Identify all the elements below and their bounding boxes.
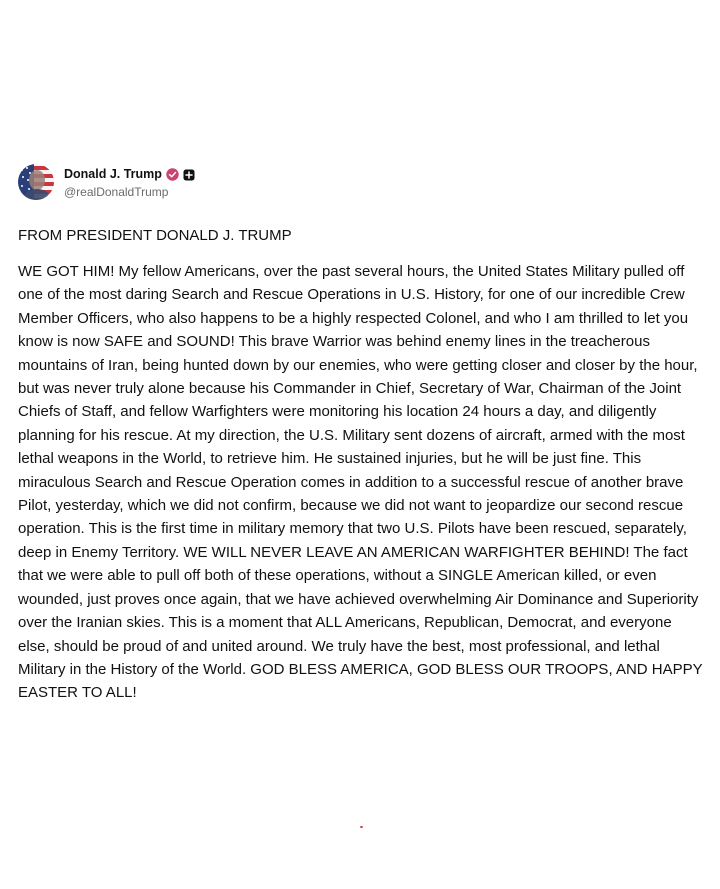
avatar[interactable]: [18, 164, 54, 200]
author-display-name[interactable]: Donald J. Trump: [64, 167, 162, 181]
flag-portrait-avatar-icon: [18, 164, 54, 200]
post-body: WE GOT HIM! My fellow Americans, over the past several hours, the United States Military pulled off one of the most daring Search and Rescue Operations in U.S. History, for one of our incredible Crew Member Officers, who also happens to be a highly respected Colonel, and who I am thrilled to let you know is now SAFE and SOUND! This brave Warrior was behind enemy lines in the treacherous mountains of Iran, being hunted down by our enemies, who were getting closer and closer by the hour, but was never truly alone because his Commander in Chief, Secretary of War, Chairman of the Joint Chiefs of Staff, and fellow Warfighters were monitoring his location 24 hours a day, and diligently planning for his rescue. At my direction, the U.S. Military sent dozens of aircraft, armed with the most lethal weapons in the World, to retrieve him. He sustained injuries, but he will be just fine. This miraculous Search and Rescue Operation comes in addition to a successful rescue of another brave Pilot, yesterday, which we did not confirm, because we did not want to jeopardize our second rescue operation. This is the first time in military memory that two U.S. Pilots have been rescued, separately, deep in Enemy Territory. WE WILL NEVER LEAVE AN AMERICAN WARFIGHTER BEHIND! The fact that we were able to pull off both of these operations, without a SINGLE American killed, or even wounded, just proves once again, that we have achieved overwhelming Air Dominance and Superiority over the Iranian skies. This is a moment that ALL Americans, Republican, Democrat, and everyone else, should be proud of and united around. We truly have the best, most professional, and lethal Military in the History of the World. GOD BLESS AMERICA, GOD BLESS OUR TROOPS, AND HAPPY EASTER TO ALL!: [18, 263, 703, 702]
author-handle[interactable]: @realDonaldTrump: [64, 185, 169, 199]
post-header: [18, 162, 704, 202]
verified-badge-icon: [166, 168, 179, 181]
post-headline: FROM PRESIDENT DONALD J. TRUMP: [18, 227, 292, 244]
decorative-dot: [360, 826, 363, 828]
plus-square-icon[interactable]: [183, 168, 195, 180]
post-card: [18, 162, 704, 705]
author-name-row: [64, 165, 195, 183]
author-block: [64, 165, 195, 199]
